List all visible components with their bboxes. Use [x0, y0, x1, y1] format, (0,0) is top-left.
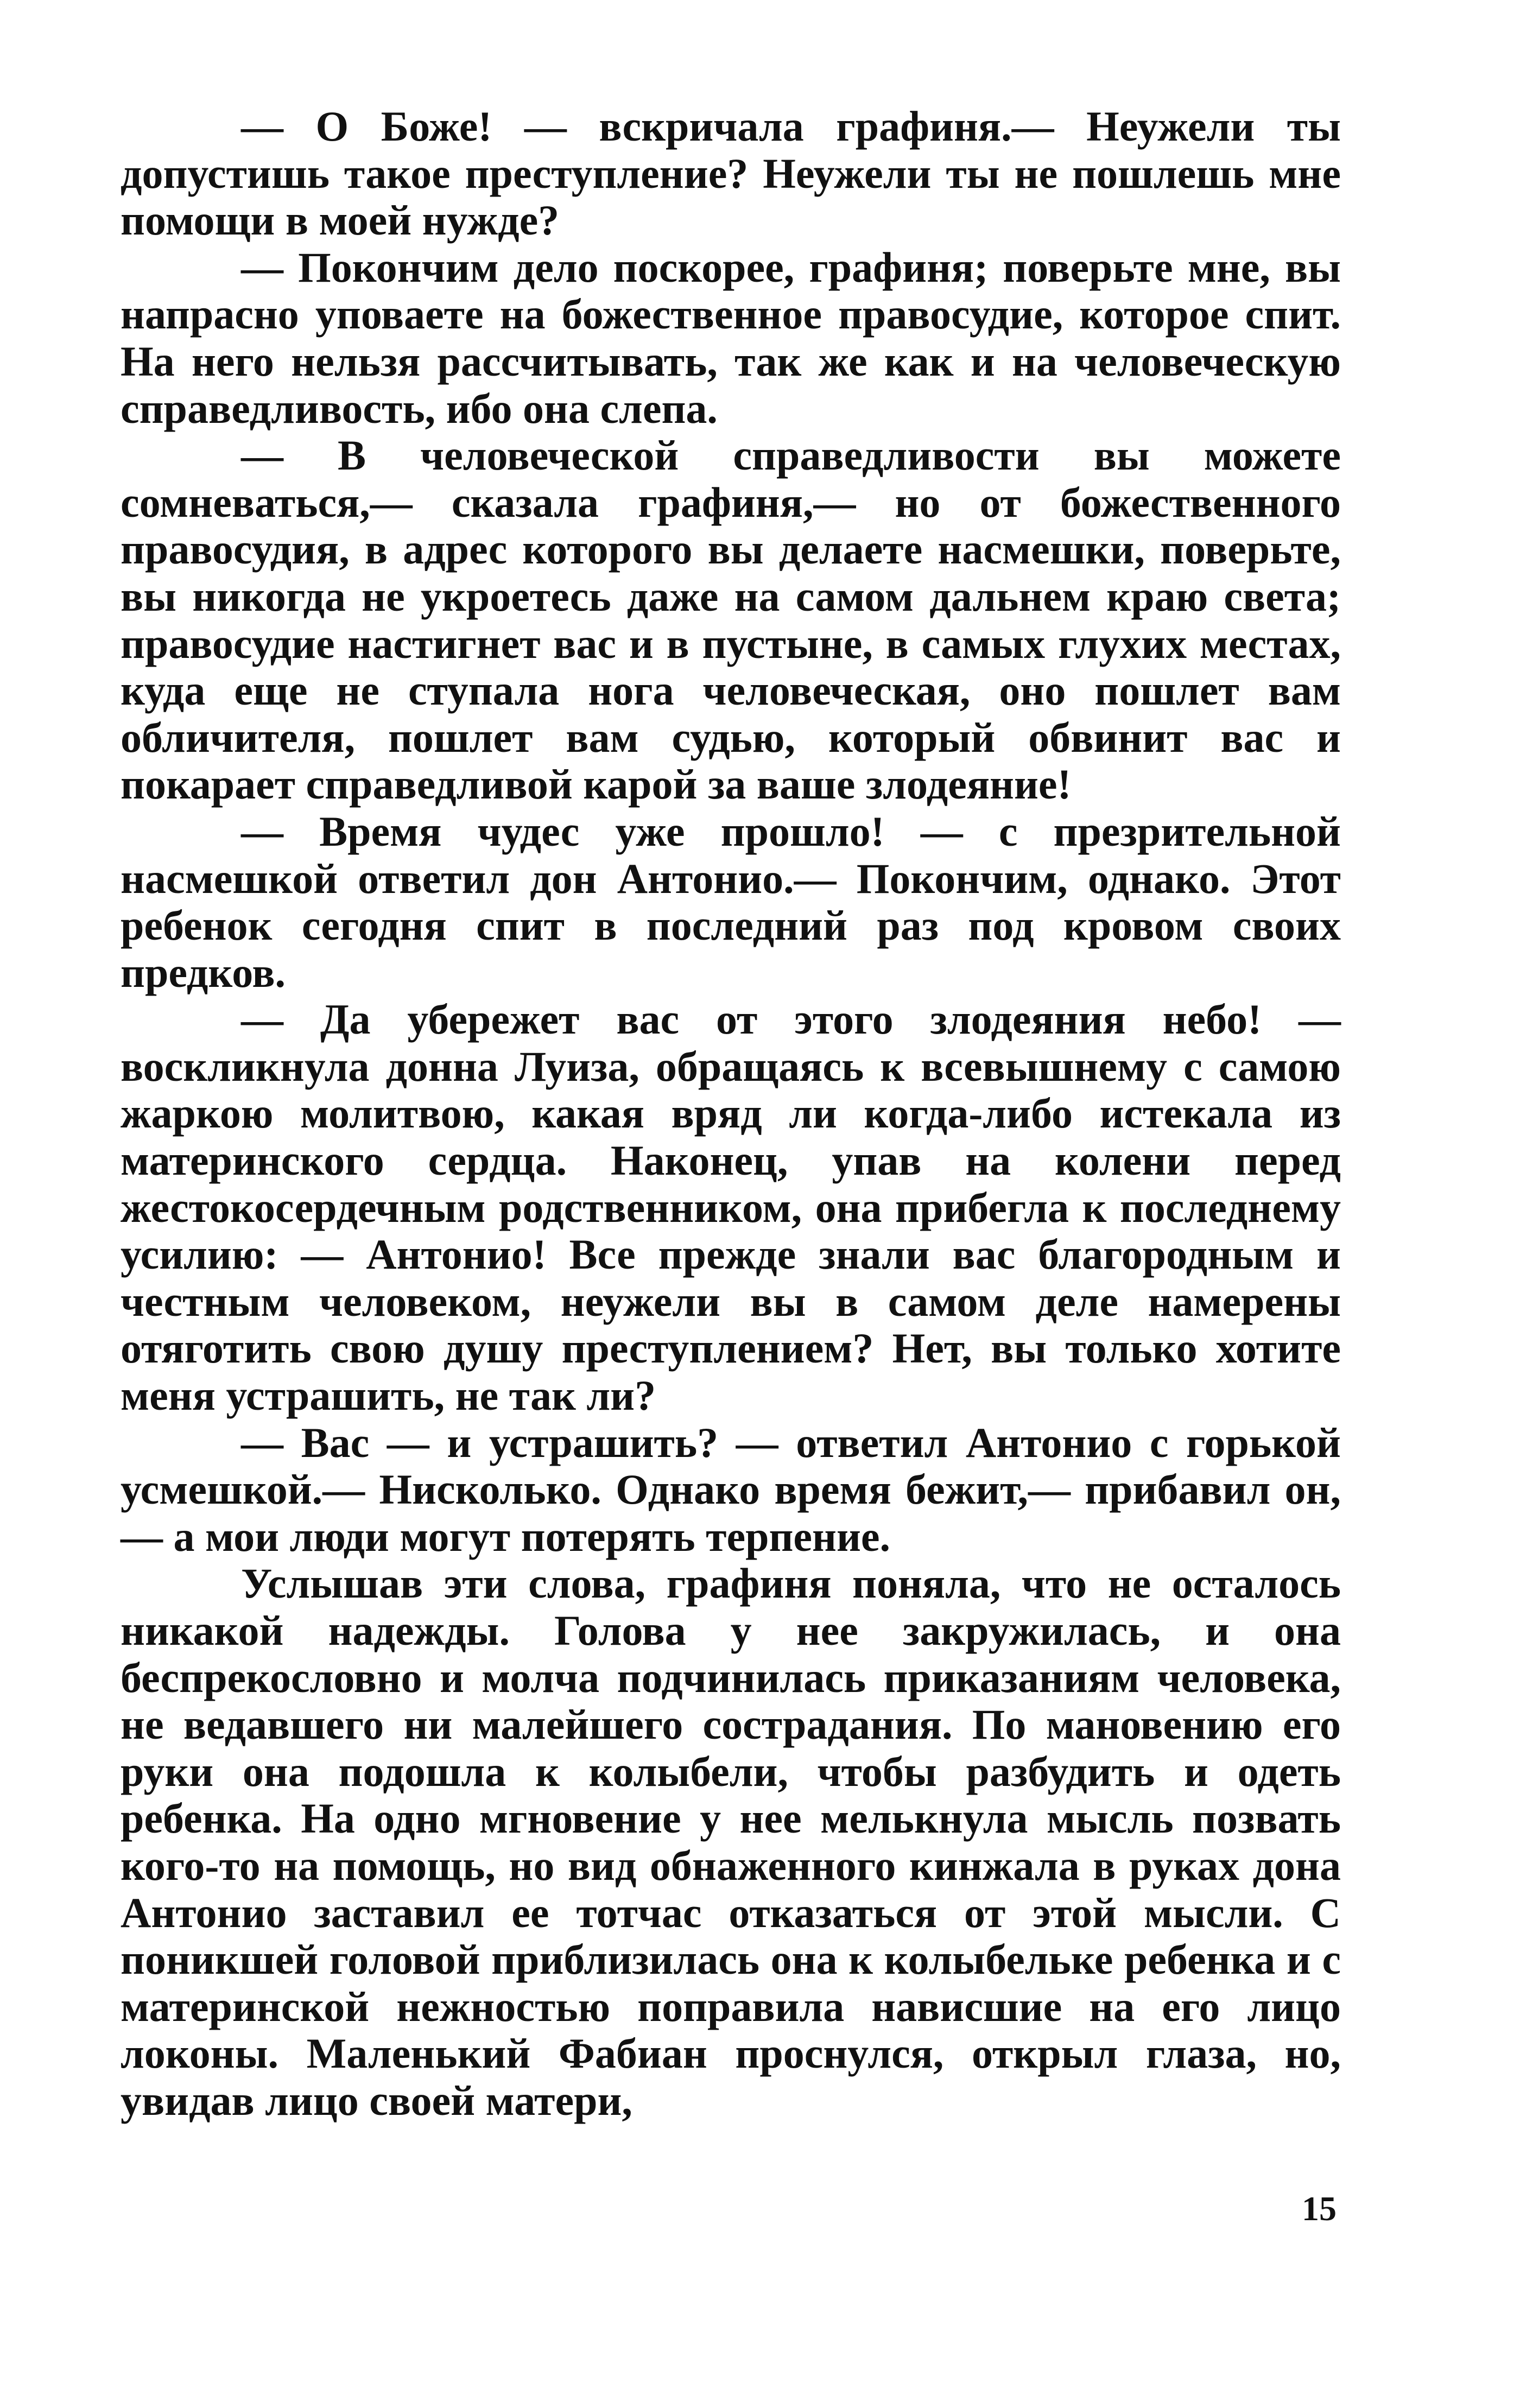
paragraph: — Да убережет вас от этого злодеяния небо! — воскликнула донна Луиза, обращаясь к всевышнему с самою жаркою молитвою, какая вряд ли когда-либо истекала из материнского сердца. Наконец, упав на колени перед жестокосердечным родственником, она прибегла к последнему усилию: — Антонио! Все прежде знали вас благородным и честным человеком, неужели вы в самом деле намерены отяготить свою душу преступлением? Нет, вы только хотите меня устрашить, не так ли?	[121, 996, 1341, 1420]
paragraph: — В человеческой справедливости вы можете сомневаться,— сказала графиня,— но от божественного правосудия, в адрес которого вы делаете насмешки, поверьте, вы никогда не укроетесь даже на самом дальнем краю света; правосудие настигнет вас и в пустыне, в самых глухих местах, куда еще не ступала нога человеческая, оно пошлет вам обличителя, пошлет вам судью, который обвинит вас и покарает справедливой карой за ваше злодеяние!	[121, 432, 1341, 808]
paragraph: — О Боже! — вскричала графиня.— Неужели ты допустишь такое преступление? Неужели ты не пошлешь мне помощи в моей нужде?	[121, 103, 1341, 244]
paragraph: Услышав эти слова, графиня поняла, что не осталось никакой надежды. Голова у нее закружилась, и она беспрекословно и молча подчинилась приказаниям человека, не ведавшего ни малейшего сострадания. По мановению его руки она подошла к колыбели, чтобы разбудить и одеть ребенка. На одно мгновение у нее мелькнула мысль позвать кого-то на помощь, но вид обнаженного кинжала в руках дона Антонио заставил ее тотчас отказаться от этой мысли. С поникшей головой приблизилась она к колыбельке ребенка и с материнской нежностью поправила нависшие на его лицо локоны. Маленький Фабиан проснулся, открыл глаза, но, увидав лицо своей матери,	[121, 1560, 1341, 2124]
paragraph: — Время чудес уже прошло! — с презрительной насмешкой ответил дон Антонио.— Покончим, однако. Этот ребенок сегодня спит в последний раз под кровом своих предков.	[121, 807, 1341, 996]
body-text	[121, 103, 1341, 2125]
page-number: 15	[1302, 2189, 1337, 2228]
paragraph: — Вас — и устрашить? — ответил Антонио с горькой усмешкой.— Нисколько. Однако время бежит,— прибавил он,— а мои люди могут потерять терпение.	[121, 1418, 1341, 1560]
paragraph: — Покончим дело поскорее, графиня; поверьте мне, вы напрасно уповаете на божественное правосудие, которое спит. На него нельзя рассчитывать, так же как и на человеческую справедливость, ибо она слепа.	[121, 243, 1341, 432]
